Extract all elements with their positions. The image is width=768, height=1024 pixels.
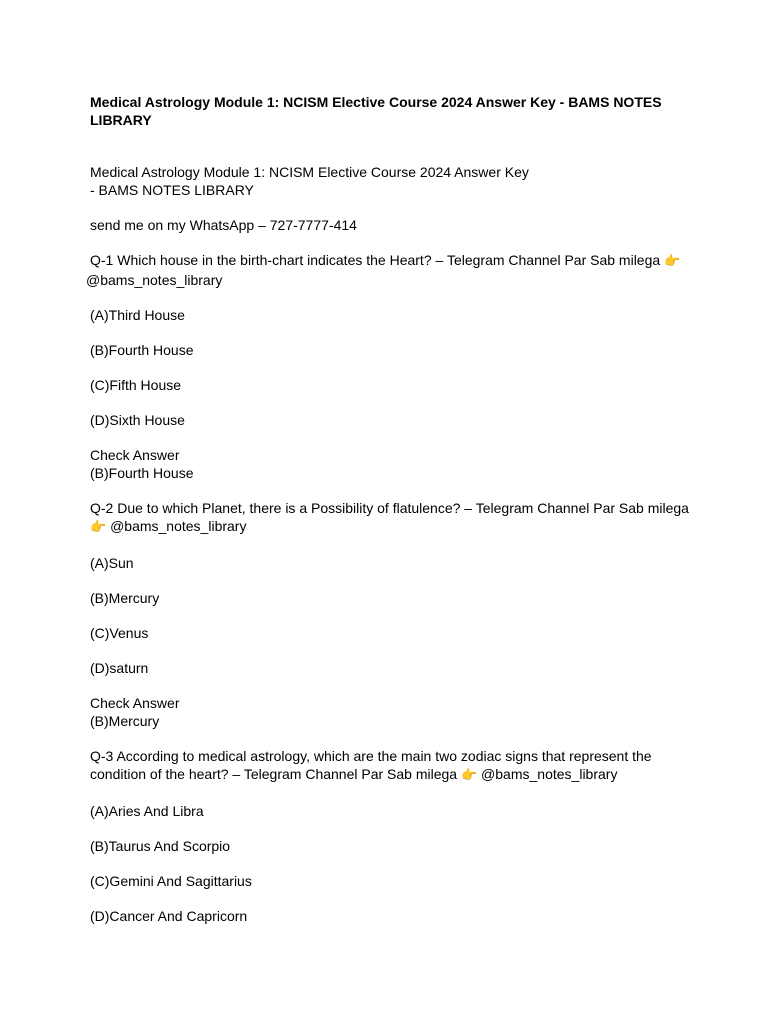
q3-option-c: (C)Gemini And Sagittarius <box>90 873 252 889</box>
intro-block <box>90 163 690 234</box>
document-title: Medical Astrology Module 1: NCISM Elective Course 2024 Answer Key - BAMS NOTES LIBRARY <box>90 94 662 128</box>
question-3 <box>90 747 690 785</box>
pointing-hand-icon: 👉 <box>460 768 478 783</box>
pointing-hand-icon: 👉 <box>664 254 681 269</box>
q2-answer: (B)Mercury <box>90 713 160 729</box>
q1-option-d: (D)Sixth House <box>90 412 185 428</box>
promo-text: – Telegram Channel Par Sab milega <box>431 252 665 268</box>
question-2-text: Q-2 Due to which Planet, there is a Possibility of flatulence? <box>90 500 461 516</box>
promo-text: – Telegram Channel Par Sab milega <box>228 766 461 782</box>
q3-option-d: (D)Cancer And Capricorn <box>90 908 248 924</box>
q1-option-c: (C)Fifth House <box>90 377 182 393</box>
document-page <box>86 93 690 925</box>
q2-option-b: (B)Mercury <box>90 590 160 606</box>
q1-option-a: (A)Third House <box>90 307 185 323</box>
q1-option-b: (B)Fourth House <box>90 342 194 358</box>
telegram-handle: @bams_notes_library <box>106 518 247 534</box>
q2-option-d: (D)saturn <box>90 660 149 676</box>
q3-option-b: (B)Taurus And Scorpio <box>90 838 231 854</box>
q1-check-answer: Check Answer <box>90 447 180 463</box>
telegram-handle: @bams_notes_library <box>86 272 223 288</box>
question-3-text: Q-3 According to medical astrology, which are the main two zodiac signs that represent the condition of the heart? <box>90 748 652 782</box>
q1-answer: (B)Fourth House <box>90 465 194 481</box>
intro-line-2: - BAMS NOTES LIBRARY <box>90 182 254 198</box>
pointing-hand-icon: 👉 <box>90 520 107 535</box>
q3-option-a: (A)Aries And Libra <box>90 803 204 819</box>
intro-line-1: Medical Astrology Module 1: NCISM Elective Course 2024 Answer Key <box>90 164 529 180</box>
question-2 <box>90 499 690 537</box>
q2-option-a: (A)Sun <box>90 555 134 571</box>
promo-text: – Telegram Channel Par Sab milega <box>460 500 689 516</box>
q2-option-c: (C)Venus <box>90 625 149 641</box>
question-1 <box>86 251 690 289</box>
telegram-handle: @bams_notes_library <box>477 766 618 782</box>
whatsapp-line: send me on my WhatsApp – 727-7777-414 <box>90 217 357 233</box>
q2-check-answer: Check Answer <box>90 695 180 711</box>
question-1-text: Q-1 Which house in the birth-chart indicates the Heart? <box>90 252 432 268</box>
